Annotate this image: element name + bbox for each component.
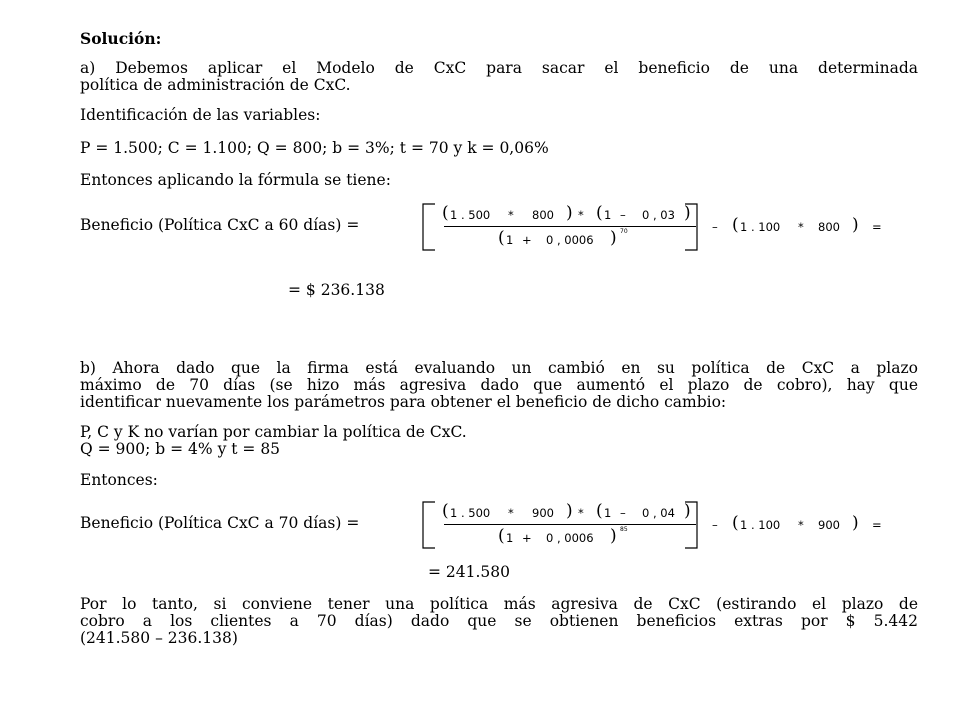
cost-value: 1 . 100 <box>740 220 781 234</box>
numerator-times-2: * <box>578 506 584 520</box>
cost-minus: – <box>712 518 718 532</box>
conclusion-line-1: Por lo tanto, si conviene tener una política más agresiva de CxC (estirando el plazo de <box>80 595 918 613</box>
result-70-days: = 241.580 <box>428 563 511 581</box>
numerator-quantity: 900 <box>532 506 554 520</box>
denominator-one: 1 <box>506 233 514 247</box>
numerator-price: 1 . 500 <box>450 208 491 222</box>
cost-times: * <box>798 518 804 532</box>
cost-minus: – <box>712 220 718 234</box>
formula-60-days: Beneficio (Política CxC a 60 días) = ( 1 . 500 * 800 ) * ( 1 – 0 , 03 ) ( 1 + 0 , 0006 ) 70 – ( 1 . 100 * 800 ) = <box>80 203 900 263</box>
cost-times: * <box>798 220 804 234</box>
numerator-times-2: * <box>578 208 584 222</box>
fraction-bar <box>444 524 696 525</box>
part-a-line-2: política de administración de CxC. <box>80 76 351 94</box>
denominator-exponent: 85 <box>620 526 628 533</box>
denominator-rate: 0 , 0006 <box>546 531 594 545</box>
cost-quantity: 900 <box>818 518 840 532</box>
no-change-line: P, C y K no varían por cambiar la política de CxC. <box>80 423 467 441</box>
part-b-line-1: b) Ahora dado que la firma está evaluando un cambió en su política de CxC a plazo <box>80 359 918 377</box>
left-bracket-icon <box>420 203 438 251</box>
numerator-minus: – <box>620 208 626 222</box>
part-b-line-3: identificar nuevamente los parámetros para obtener el beneficio de dicho cambio: <box>80 393 727 411</box>
solution-title: Solución: <box>80 29 162 48</box>
then-line: Entonces: <box>80 471 158 489</box>
numerator-times: * <box>508 506 514 520</box>
formula-label: Beneficio (Política CxC a 60 días) = <box>80 216 360 234</box>
numerator-price: 1 . 500 <box>450 506 491 520</box>
conclusion-line-3: (241.580 – 236.138) <box>80 629 238 647</box>
formula-equals: = <box>872 220 882 234</box>
numerator-quantity: 800 <box>532 208 554 222</box>
numerator-one: 1 <box>604 208 612 222</box>
denominator-exponent: 70 <box>620 228 628 235</box>
cost-quantity: 800 <box>818 220 840 234</box>
fraction-bar <box>444 226 696 227</box>
identification-heading: Identificación de las variables: <box>80 106 321 124</box>
denominator-rate: 0 , 0006 <box>546 233 594 247</box>
result-60-days: = $ 236.138 <box>288 281 385 299</box>
denominator-plus: + <box>522 531 532 545</box>
new-values-line: Q = 900; b = 4% y t = 85 <box>80 440 281 458</box>
part-a-line-1: a) Debemos aplicar el Modelo de CxC para sacar el beneficio de una determinada <box>80 59 918 77</box>
part-b-line-2: máximo de 70 días (se hizo más agresiva dado que aumentó el plazo de cobro), hay que <box>80 376 918 394</box>
numerator-one: 1 <box>604 506 612 520</box>
cost-value: 1 . 100 <box>740 518 781 532</box>
numerator-discount: 0 , 03 <box>642 208 675 222</box>
left-bracket-icon <box>420 501 438 549</box>
applying-formula-line: Entonces aplicando la fórmula se tiene: <box>80 171 391 189</box>
numerator-discount: 0 , 04 <box>642 506 675 520</box>
formula-70-days: Beneficio (Política CxC a 70 días) = ( 1 . 500 * 900 ) * ( 1 – 0 , 04 ) ( 1 + 0 , 0006 ) 85 – ( 1 . 100 * 900 ) = <box>80 501 900 561</box>
right-bracket-icon <box>682 501 700 549</box>
right-bracket-icon <box>682 203 700 251</box>
denominator-plus: + <box>522 233 532 247</box>
formula-equals: = <box>872 518 882 532</box>
denominator-one: 1 <box>506 531 514 545</box>
numerator-times: * <box>508 208 514 222</box>
formula-label: Beneficio (Política CxC a 70 días) = <box>80 514 360 532</box>
numerator-minus: – <box>620 506 626 520</box>
variables-line: P = 1.500; C = 1.100; Q = 800; b = 3%; t = 70 y k = 0,06% <box>80 139 549 157</box>
conclusion-line-2: cobro a los clientes a 70 días) dado que se obtienen beneficios extras por $ 5.442 <box>80 612 918 630</box>
